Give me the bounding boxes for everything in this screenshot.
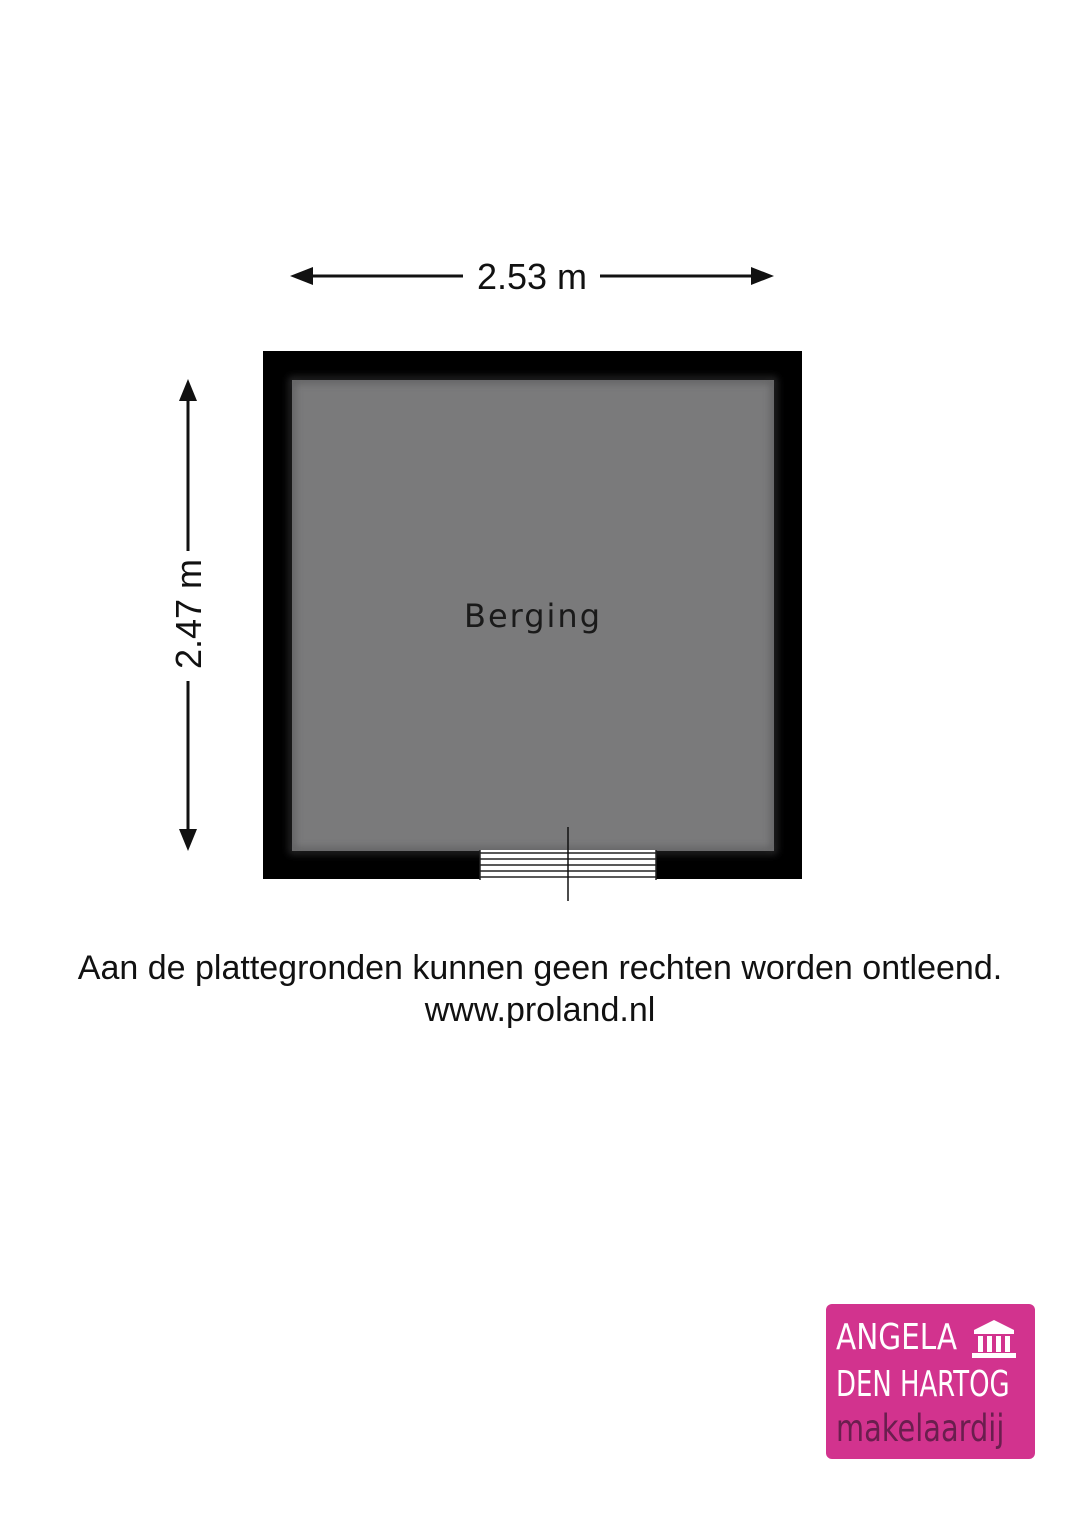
- company-logo: [826, 1304, 1035, 1459]
- height-dimension: [168, 379, 209, 851]
- disclaimer-text: Aan de plattegronden kunnen geen rechten worden ontleend.: [77, 949, 1003, 987]
- width-dimension: [290, 256, 774, 297]
- room-label: Berging: [463, 597, 603, 635]
- width-label: 2.53 m: [476, 256, 588, 297]
- width-arrow-left-icon: [290, 267, 313, 285]
- height-label: 2.47 m: [168, 558, 209, 670]
- width-arrow-right-icon: [751, 267, 774, 285]
- website-link[interactable]: www.proland.nl: [424, 991, 656, 1029]
- building-columns-icon: [970, 1318, 1018, 1360]
- height-arrow-bottom-icon: [179, 829, 197, 851]
- logo-tagline: makelaardij: [836, 1407, 1005, 1450]
- logo-name-first: ANGELA: [836, 1317, 958, 1358]
- height-arrow-top-icon: [179, 379, 197, 401]
- logo-name-last: DEN HARTOG: [836, 1364, 1010, 1405]
